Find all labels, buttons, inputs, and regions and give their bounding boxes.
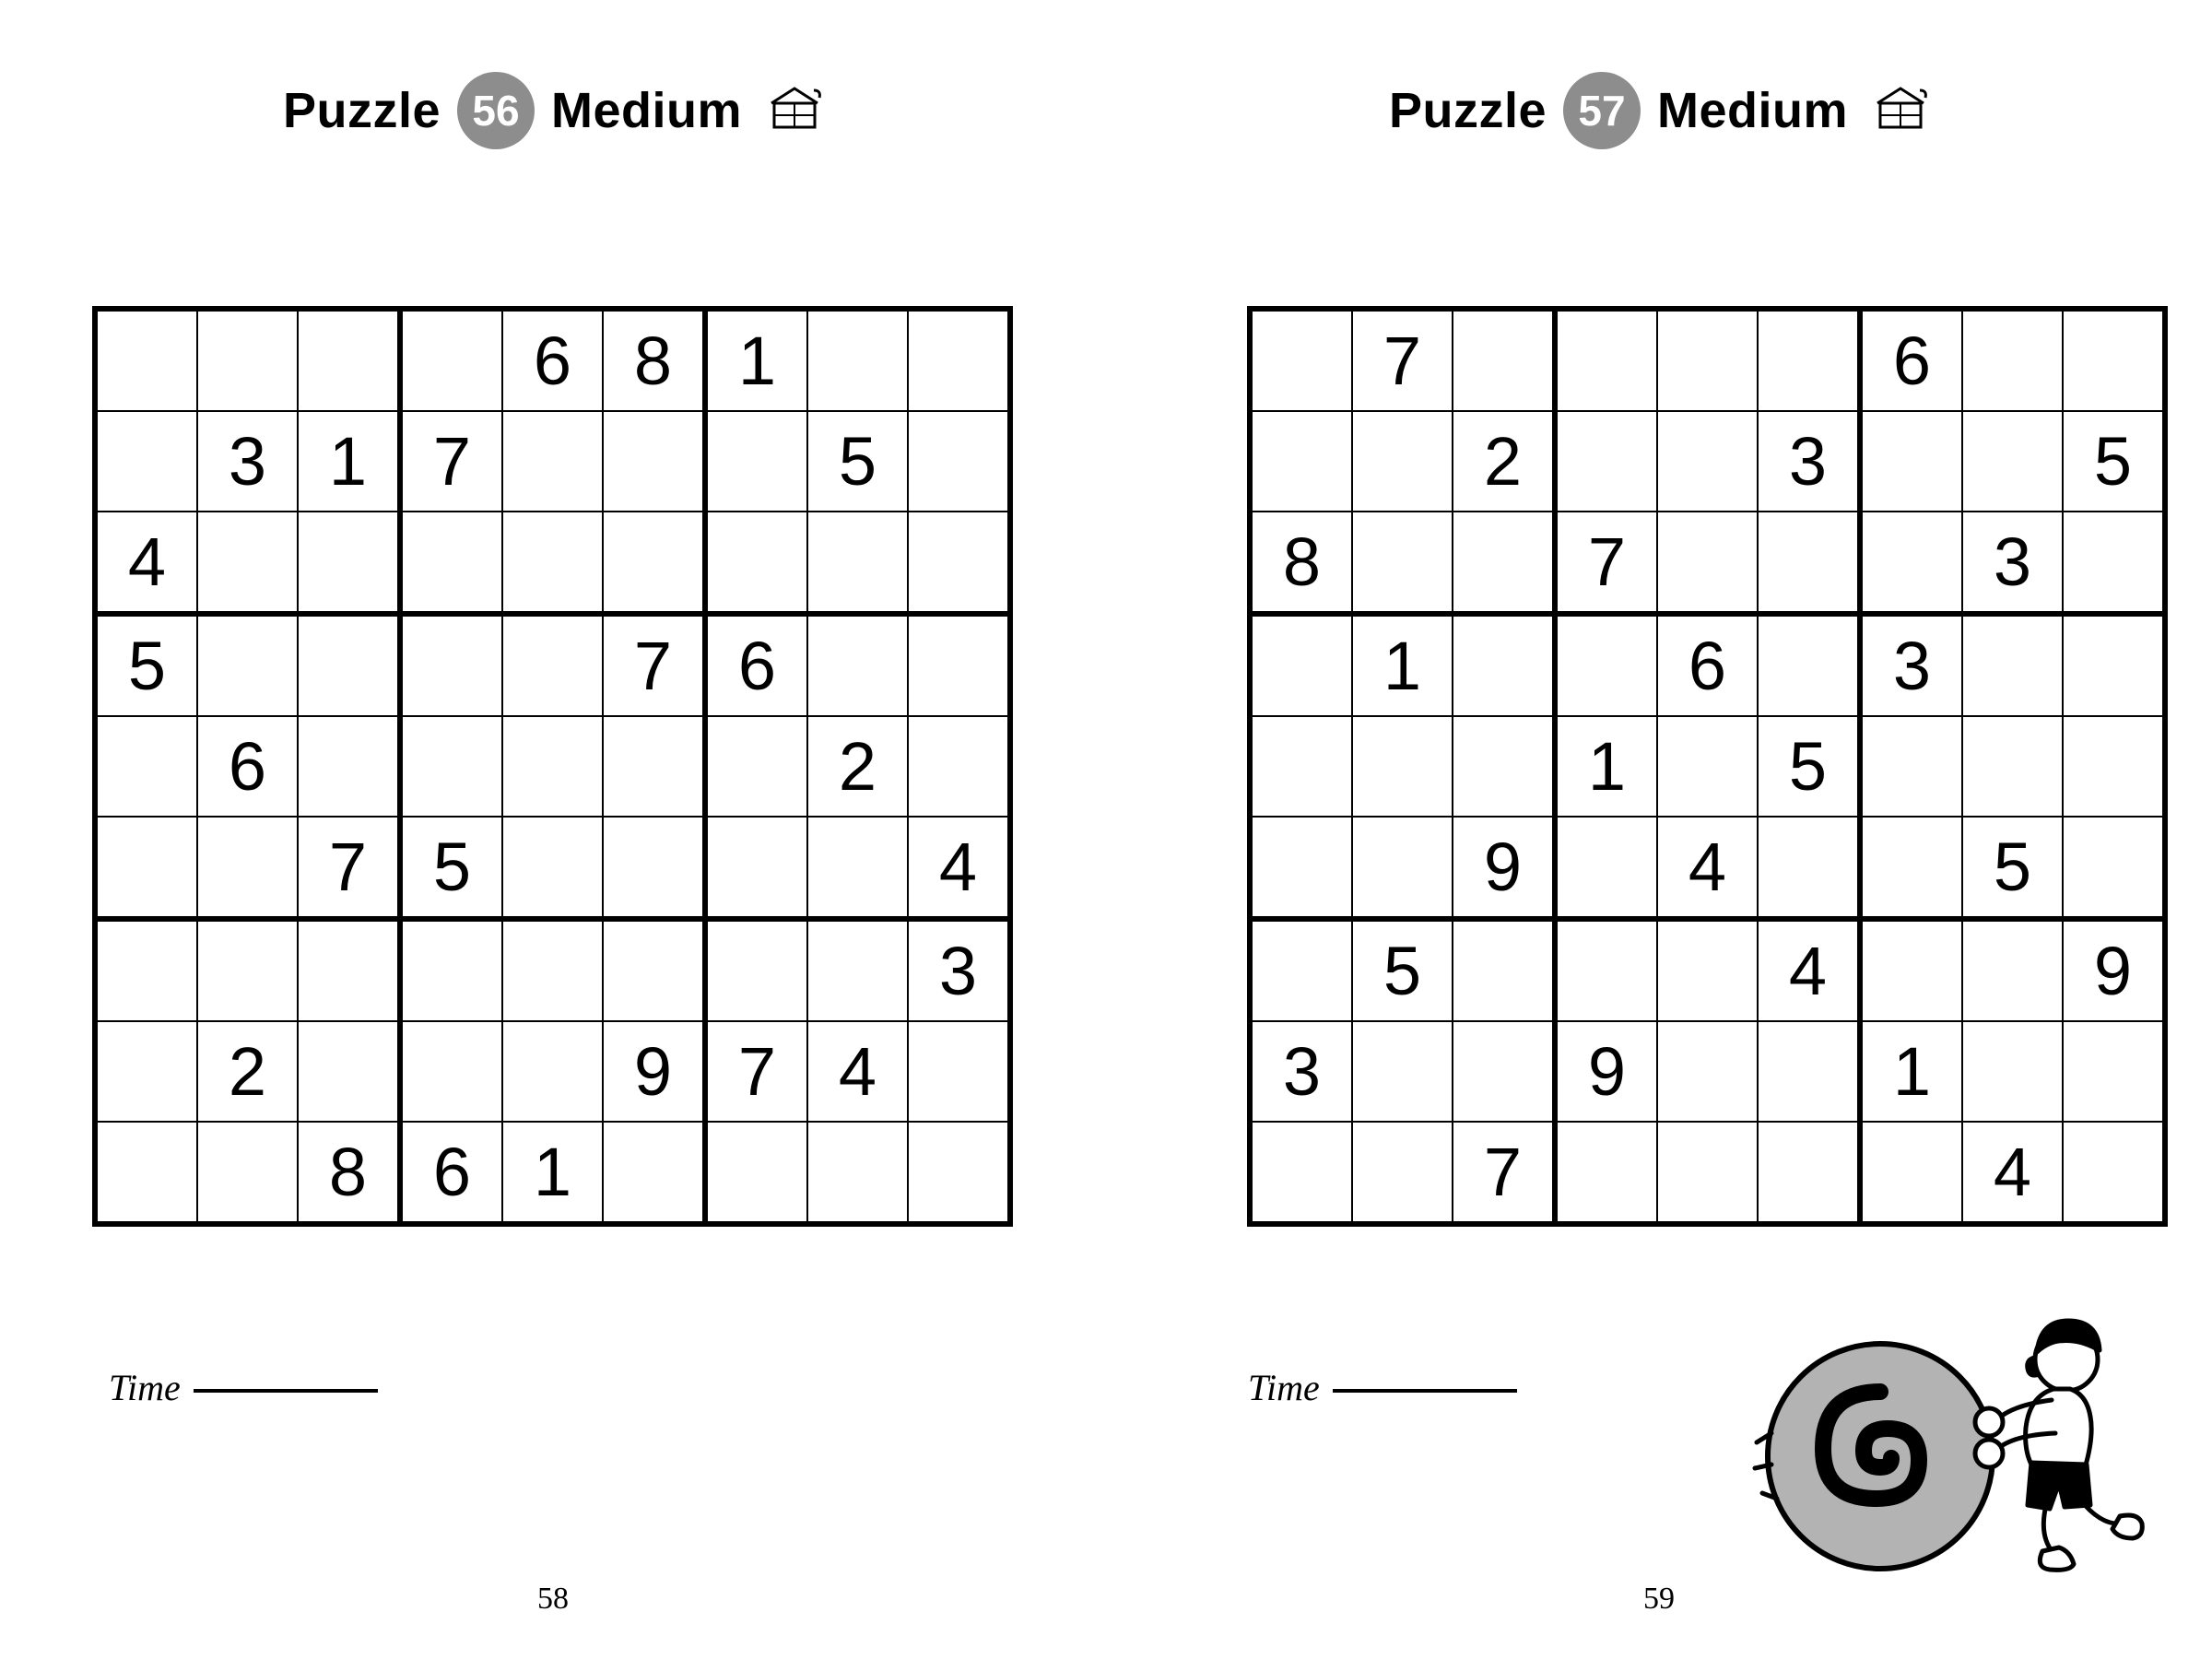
cell-r1c0[interactable] [1250, 411, 1352, 512]
cell-r0c7[interactable] [807, 309, 908, 411]
cell-r1c8[interactable]: 5 [2063, 411, 2165, 512]
cell-r7c2[interactable] [1453, 1021, 1555, 1122]
cell-r3c5[interactable] [1758, 614, 1860, 716]
puzzle-label: Puzzle [282, 83, 441, 138]
cell-r8c6[interactable] [705, 1122, 807, 1224]
cell-r1c6[interactable] [1860, 411, 1962, 512]
cell-r7c4[interactable] [1657, 1021, 1758, 1122]
cell-r8c3[interactable]: 6 [400, 1122, 502, 1224]
cell-r8c4[interactable]: 1 [502, 1122, 603, 1224]
cell-r5c1[interactable] [197, 817, 298, 919]
cell-r6c4[interactable] [1657, 919, 1758, 1021]
table-row [1250, 512, 2165, 614]
cell-r8c0[interactable] [1250, 1122, 1352, 1224]
time-write-line[interactable] [194, 1389, 378, 1393]
table-row [95, 1122, 1010, 1224]
cell-r1c1[interactable] [1352, 411, 1453, 512]
house-icon [766, 85, 823, 137]
cell-r2c8[interactable] [908, 512, 1010, 614]
cell-r3c3[interactable] [400, 614, 502, 716]
cell-r6c6[interactable] [1860, 919, 1962, 1021]
cell-r7c4[interactable] [502, 1021, 603, 1122]
cell-r2c5[interactable] [603, 512, 705, 614]
cell-r8c2[interactable]: 8 [298, 1122, 400, 1224]
cell-r6c5[interactable] [603, 919, 705, 1021]
table-row [1250, 716, 2165, 817]
cell-r6c8[interactable]: 9 [2063, 919, 2165, 1021]
table-row [1250, 1122, 2165, 1224]
cell-r2c4[interactable] [1657, 512, 1758, 614]
cell-r5c0[interactable] [95, 817, 197, 919]
page-number: 58 [537, 1582, 569, 1616]
cell-r4c6[interactable] [1860, 716, 1962, 817]
cell-r4c2[interactable] [298, 716, 400, 817]
cell-r6c8[interactable]: 3 [908, 919, 1010, 1021]
cell-r3c5[interactable]: 7 [603, 614, 705, 716]
cell-r0c2[interactable] [1453, 309, 1555, 411]
page-right [1106, 0, 2212, 1659]
time-label: Time [109, 1367, 181, 1408]
cell-r3c4[interactable] [502, 614, 603, 716]
cell-r1c8[interactable] [908, 411, 1010, 512]
puzzle-header [1106, 72, 2212, 149]
cell-r7c5[interactable] [1758, 1021, 1860, 1122]
difficulty-label: Medium [1657, 83, 1849, 138]
cell-r8c8[interactable] [2063, 1122, 2165, 1224]
time-entry [109, 1366, 378, 1409]
cell-r5c1[interactable] [1352, 817, 1453, 919]
cell-r5c8[interactable]: 4 [908, 817, 1010, 919]
cell-r4c8[interactable] [908, 716, 1010, 817]
cell-r7c8[interactable] [908, 1021, 1010, 1122]
cell-r6c2[interactable] [298, 919, 400, 1021]
cell-r1c2[interactable]: 2 [1453, 411, 1555, 512]
cell-r5c2[interactable]: 7 [298, 817, 400, 919]
cell-r7c6[interactable]: 7 [705, 1021, 807, 1122]
cell-r0c8[interactable] [2063, 309, 2165, 411]
cell-r2c6[interactable] [1860, 512, 1962, 614]
cell-r2c7[interactable] [807, 512, 908, 614]
cell-r1c2[interactable]: 1 [298, 411, 400, 512]
puzzle-label: Puzzle [1388, 83, 1547, 138]
cell-r2c0[interactable]: 4 [95, 512, 197, 614]
cell-r1c3[interactable]: 7 [400, 411, 502, 512]
cell-r6c7[interactable] [807, 919, 908, 1021]
cell-r0c1[interactable]: 7 [1352, 309, 1453, 411]
cell-r5c3[interactable] [1555, 817, 1657, 919]
cell-r8c4[interactable] [1657, 1122, 1758, 1224]
cell-r4c8[interactable] [2063, 716, 2165, 817]
cell-r2c2[interactable] [298, 512, 400, 614]
table-row [95, 411, 1010, 512]
cell-r4c3[interactable] [400, 716, 502, 817]
table-row [1250, 614, 2165, 716]
cell-r6c3[interactable] [400, 919, 502, 1021]
table-row [1250, 309, 2165, 411]
cell-r8c2[interactable]: 7 [1453, 1122, 1555, 1224]
cell-r7c8[interactable] [2063, 1021, 2165, 1122]
cell-r7c5[interactable]: 9 [603, 1021, 705, 1122]
cell-r3c2[interactable] [1453, 614, 1555, 716]
cell-r4c4[interactable] [502, 716, 603, 817]
cell-r2c5[interactable] [1758, 512, 1860, 614]
cell-r0c4[interactable]: 6 [502, 309, 603, 411]
cell-r3c8[interactable] [908, 614, 1010, 716]
cell-r4c5[interactable]: 5 [1758, 716, 1860, 817]
cell-r1c4[interactable] [502, 411, 603, 512]
cell-r6c6[interactable] [705, 919, 807, 1021]
cell-r4c7[interactable]: 2 [807, 716, 908, 817]
cell-r0c5[interactable] [1758, 309, 1860, 411]
cell-r3c1[interactable]: 1 [1352, 614, 1453, 716]
cell-r4c6[interactable] [705, 716, 807, 817]
cell-r0c6[interactable]: 1 [705, 309, 807, 411]
cell-r8c5[interactable] [603, 1122, 705, 1224]
cell-r5c3[interactable]: 5 [400, 817, 502, 919]
cell-r3c4[interactable]: 6 [1657, 614, 1758, 716]
cell-r3c0[interactable]: 5 [95, 614, 197, 716]
cell-r1c4[interactable] [1657, 411, 1758, 512]
cell-r0c0[interactable] [95, 309, 197, 411]
cell-r0c0[interactable] [1250, 309, 1352, 411]
cell-r7c2[interactable] [298, 1021, 400, 1122]
cell-r6c4[interactable] [502, 919, 603, 1021]
cell-r1c7[interactable]: 5 [807, 411, 908, 512]
sudoku-grid[interactable] [92, 306, 1013, 1227]
cell-r7c3[interactable] [400, 1021, 502, 1122]
cell-r0c7[interactable] [1962, 309, 2063, 411]
cell-r6c1[interactable]: 5 [1352, 919, 1453, 1021]
table-row [95, 512, 1010, 614]
table-row [95, 919, 1010, 1021]
cell-r7c0[interactable]: 3 [1250, 1021, 1352, 1122]
cell-r8c0[interactable] [95, 1122, 197, 1224]
house-icon [1872, 85, 1929, 137]
cell-r5c8[interactable] [2063, 817, 2165, 919]
cell-r6c3[interactable] [1555, 919, 1657, 1021]
cell-r1c0[interactable] [95, 411, 197, 512]
sudoku-grid-wrapper-57 [1247, 306, 2141, 1227]
cell-r1c7[interactable] [1962, 411, 2063, 512]
cell-r7c3[interactable]: 9 [1555, 1021, 1657, 1122]
cell-r8c1[interactable] [1352, 1122, 1453, 1224]
cell-r6c2[interactable] [1453, 919, 1555, 1021]
page-number: 59 [1643, 1582, 1675, 1616]
cell-r5c4[interactable]: 4 [1657, 817, 1758, 919]
cell-r7c7[interactable]: 4 [807, 1021, 908, 1122]
cell-r4c7[interactable] [1962, 716, 2063, 817]
puzzle-number-badge: 57 [1563, 72, 1641, 149]
cell-r3c7[interactable] [807, 614, 908, 716]
cell-r0c3[interactable] [400, 309, 502, 411]
cell-r4c5[interactable] [603, 716, 705, 817]
cell-r0c5[interactable]: 8 [603, 309, 705, 411]
cell-r2c2[interactable] [1453, 512, 1555, 614]
table-row [95, 1021, 1010, 1122]
table-row [95, 716, 1010, 817]
cell-r2c3[interactable] [400, 512, 502, 614]
cell-r1c6[interactable] [705, 411, 807, 512]
cell-r8c8[interactable] [908, 1122, 1010, 1224]
cell-r2c1[interactable] [1352, 512, 1453, 614]
table-row [1250, 1021, 2165, 1122]
cell-r3c2[interactable] [298, 614, 400, 716]
cell-r0c6[interactable]: 6 [1860, 309, 1962, 411]
cell-r3c0[interactable] [1250, 614, 1352, 716]
cell-r6c0[interactable] [1250, 919, 1352, 1021]
mascot-illustration [1742, 1304, 2166, 1608]
cell-r0c8[interactable] [908, 309, 1010, 411]
cell-r5c5[interactable] [603, 817, 705, 919]
cell-r5c4[interactable] [502, 817, 603, 919]
puzzle-number-badge: 56 [457, 72, 535, 149]
cell-r7c7[interactable] [1962, 1021, 2063, 1122]
cell-r8c3[interactable] [1555, 1122, 1657, 1224]
cell-r3c1[interactable] [197, 614, 298, 716]
cell-r6c0[interactable] [95, 919, 197, 1021]
cell-r5c7[interactable]: 5 [1962, 817, 2063, 919]
cell-r4c0[interactable] [95, 716, 197, 817]
cell-r8c1[interactable] [197, 1122, 298, 1224]
cell-r4c1[interactable]: 6 [197, 716, 298, 817]
cell-r8c6[interactable] [1860, 1122, 1962, 1224]
cell-r2c0[interactable]: 8 [1250, 512, 1352, 614]
time-write-line[interactable] [1333, 1389, 1517, 1393]
time-entry [1248, 1366, 1517, 1409]
cell-r5c0[interactable] [1250, 817, 1352, 919]
cell-r4c2[interactable] [1453, 716, 1555, 817]
sudoku-grid-wrapper-56 [92, 306, 986, 1227]
cell-r2c3[interactable]: 7 [1555, 512, 1657, 614]
cell-r1c5[interactable] [603, 411, 705, 512]
cell-r6c7[interactable] [1962, 919, 2063, 1021]
puzzle-header [0, 72, 1106, 149]
cell-r2c7[interactable]: 3 [1962, 512, 2063, 614]
cell-r5c5[interactable] [1758, 817, 1860, 919]
cell-r2c8[interactable] [2063, 512, 2165, 614]
cell-r3c6[interactable]: 3 [1860, 614, 1962, 716]
cell-r3c8[interactable] [2063, 614, 2165, 716]
cell-r2c4[interactable] [502, 512, 603, 614]
cell-r1c1[interactable]: 3 [197, 411, 298, 512]
cell-r3c6[interactable]: 6 [705, 614, 807, 716]
cell-r2c1[interactable] [197, 512, 298, 614]
table-row [1250, 919, 2165, 1021]
table-row [95, 614, 1010, 716]
sudoku-grid[interactable] [1247, 306, 2168, 1227]
cell-r7c1[interactable] [1352, 1021, 1453, 1122]
cell-r0c3[interactable] [1555, 309, 1657, 411]
difficulty-label: Medium [551, 83, 743, 138]
cell-r8c7[interactable] [807, 1122, 908, 1224]
cell-r4c0[interactable] [1250, 716, 1352, 817]
cell-r4c3[interactable]: 1 [1555, 716, 1657, 817]
cell-r7c1[interactable]: 2 [197, 1021, 298, 1122]
cell-r2c6[interactable] [705, 512, 807, 614]
table-row [95, 309, 1010, 411]
cell-r6c5[interactable]: 4 [1758, 919, 1860, 1021]
cell-r7c6[interactable]: 1 [1860, 1021, 1962, 1122]
cell-r6c1[interactable] [197, 919, 298, 1021]
table-row [95, 817, 1010, 919]
table-row [1250, 817, 2165, 919]
table-row [1250, 411, 2165, 512]
cell-r5c6[interactable] [705, 817, 807, 919]
cell-r3c7[interactable] [1962, 614, 2063, 716]
cell-r5c7[interactable] [807, 817, 908, 919]
time-label: Time [1248, 1367, 1320, 1408]
cell-r0c1[interactable] [197, 309, 298, 411]
cell-r4c4[interactable] [1657, 716, 1758, 817]
cell-r8c5[interactable] [1758, 1122, 1860, 1224]
cell-r5c2[interactable]: 9 [1453, 817, 1555, 919]
cell-r1c5[interactable]: 3 [1758, 411, 1860, 512]
cell-r7c0[interactable] [95, 1021, 197, 1122]
cell-r1c3[interactable] [1555, 411, 1657, 512]
cell-r0c4[interactable] [1657, 309, 1758, 411]
cell-r5c6[interactable] [1860, 817, 1962, 919]
cell-r0c2[interactable] [298, 309, 400, 411]
cell-r3c3[interactable] [1555, 614, 1657, 716]
cell-r4c1[interactable] [1352, 716, 1453, 817]
cell-r8c7[interactable]: 4 [1962, 1122, 2063, 1224]
